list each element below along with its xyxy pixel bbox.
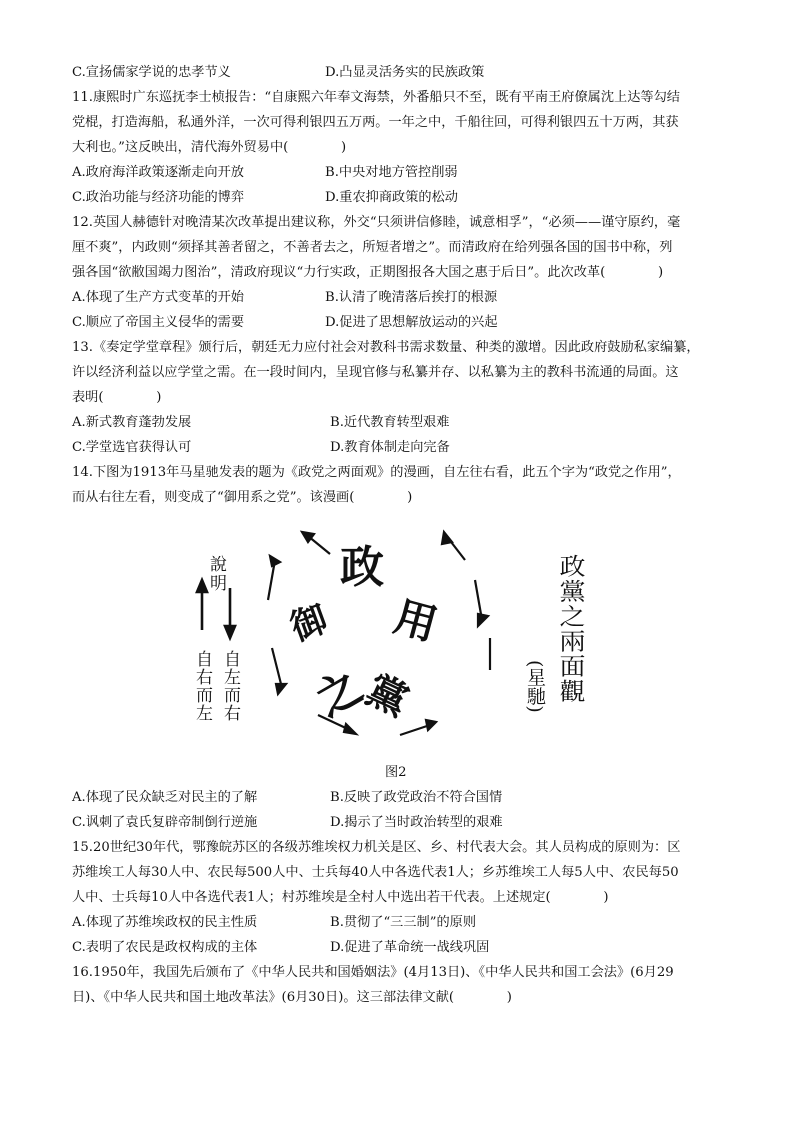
q11-option-c: C.政治功能与经济功能的博弈 [72, 190, 245, 205]
q15-option-a: A.体现了苏维埃政权的民主性质 [72, 915, 258, 930]
q14-option-d: D.揭示了当时政治转型的艰难 [330, 815, 503, 830]
center-char-1: 政 [340, 542, 384, 593]
q14-stem-line-2: 而从右往左看，则变成了“御用系之党”。该漫画( ) [72, 490, 413, 505]
q11-stem-line-3: 大利也。”这反映出，清代海外贸易中( ) [72, 140, 347, 155]
q16-stem-line-2: 日)、《中华人民共和国土地改革法》(6月30日)。这三部法律文献( ) [72, 990, 512, 1005]
q15-option-d: D.促进了革命统一战线巩固 [330, 940, 490, 955]
q12-option-b: B.认清了晚清落后挨打的根源 [325, 290, 498, 305]
q14-option-a: A.体现了民众缺乏对民主的了解 [72, 790, 258, 805]
q14-stem-line-1: 14.下图为1913年马星驰发表的题为《政党之两面观》的漫画，自左往右看，此五个字为“政党之作用”， [72, 465, 681, 480]
cartoon-figure [190, 520, 600, 755]
cartoon-drawing [190, 520, 600, 755]
center-char-2: 用 [389, 591, 443, 650]
q15-stem-line-1: 15.20世纪30年代，鄂豫皖苏区的各级苏维埃权力机关是区、乡、村代表大会。其人员构成的原则为：区 [72, 840, 681, 855]
q12-option-d: D.促进了思想解放运动的兴起 [325, 315, 498, 330]
q13-option-b: B.近代教育转型艰难 [330, 415, 450, 430]
q12-stem-line-3: 强各国“欲敝国竭力图治”，清政府现议“力行实政，正期图报各大国之惠于后日”。此次改革( ) [72, 265, 664, 280]
q12-option-a: A.体现了生产方式变革的开始 [72, 290, 244, 305]
q15-stem-line-3: 人中、士兵每10人中各选代表1人；村苏维埃是全村人中选出若干代表。上述规定( ) [72, 890, 609, 905]
explain-right-to-left: 自右而左 [192, 650, 212, 722]
q15-stem-line-2: 苏维埃工人每30人中、农民每500人中、士兵每40人中各选代表1人；乡苏维埃工人每5人中、农民每50 [72, 865, 679, 880]
q13-stem-line-2: 许以经济利益以应学堂之需。在一段时间内，呈现官修与私纂并存、以私纂为主的教科书流通的局面。这 [72, 365, 679, 380]
q14-option-c: C.讽刺了袁氏复辟帝制倒行逆施 [72, 815, 258, 830]
q15-option-b: B.贯彻了“三三制”的原则 [330, 915, 477, 930]
q11-option-d: D.重农抑商政策的松动 [325, 190, 458, 205]
center-char-3: 御 [285, 597, 334, 650]
q12-stem-line-2: 厘不爽”，内政则“须择其善者留之，不善者去之，所短者增之”。而清政府在给列强各国的国书中称，列 [72, 240, 673, 255]
q13-option-a: A.新式教育蓬勃发展 [72, 415, 192, 430]
q10-option-c: C.宣扬儒家学说的忠孝节义 [72, 65, 231, 80]
q11-stem-line-2: 党棍，打造海船，私通外洋，一次可得利银四五万两。一年之中，千船往回，可得利银四五十万两，其获 [72, 115, 679, 130]
figure-caption: 图2 [385, 765, 407, 780]
q14-option-b: B.反映了政党政治不符合国情 [330, 790, 503, 805]
explain-left-to-right: 自左而右 [220, 650, 240, 722]
q13-stem-line-3: 表明( ) [72, 390, 162, 405]
q10-option-d: D.凸显灵活务实的民族政策 [325, 65, 485, 80]
q11-option-a: A.政府海洋政策逐渐走向开放 [72, 165, 244, 180]
q11-option-b: B.中央对地方管控削弱 [325, 165, 458, 180]
q13-option-d: D.教育体制走向完备 [330, 440, 450, 455]
q16-stem-line-1: 16.1950年，我国先后颁布了《中华人民共和国婚姻法》(4月13日)、《中华人民共和国工会法》(6月29 [72, 965, 674, 980]
explain-title: 說明 [206, 555, 226, 593]
q12-option-c: C.顺应了帝国主义侵华的需要 [72, 315, 245, 330]
q15-option-c: C.表明了农民是政权构成的主体 [72, 940, 258, 955]
center-char-5: 黨 [359, 666, 416, 726]
q11-stem-line-1: 11.康熙时广东巡抚李士桢报告：“自康熙六年奉文海禁，外番船只不至，既有平南王府僚属沈上达等勾结 [72, 90, 680, 105]
q13-stem-line-1: 13.《奏定学堂章程》颁行后，朝廷无力应付社会对教科书需求数量、种类的激增。因此政府鼓励私家编纂， [72, 340, 700, 355]
center-char-4: 之 [307, 660, 372, 727]
cartoon-signature: (星馳) [524, 660, 546, 713]
q13-option-c: C.学堂选官获得认可 [72, 440, 192, 455]
cartoon-title-line-1: 政黨之兩面觀 [555, 554, 585, 722]
q12-stem-line-1: 12.英国人赫德针对晚清某次改革提出建议称，外交“只须讲信修睦，诚意相孚”，“必须——谨守原约，毫 [72, 215, 681, 230]
